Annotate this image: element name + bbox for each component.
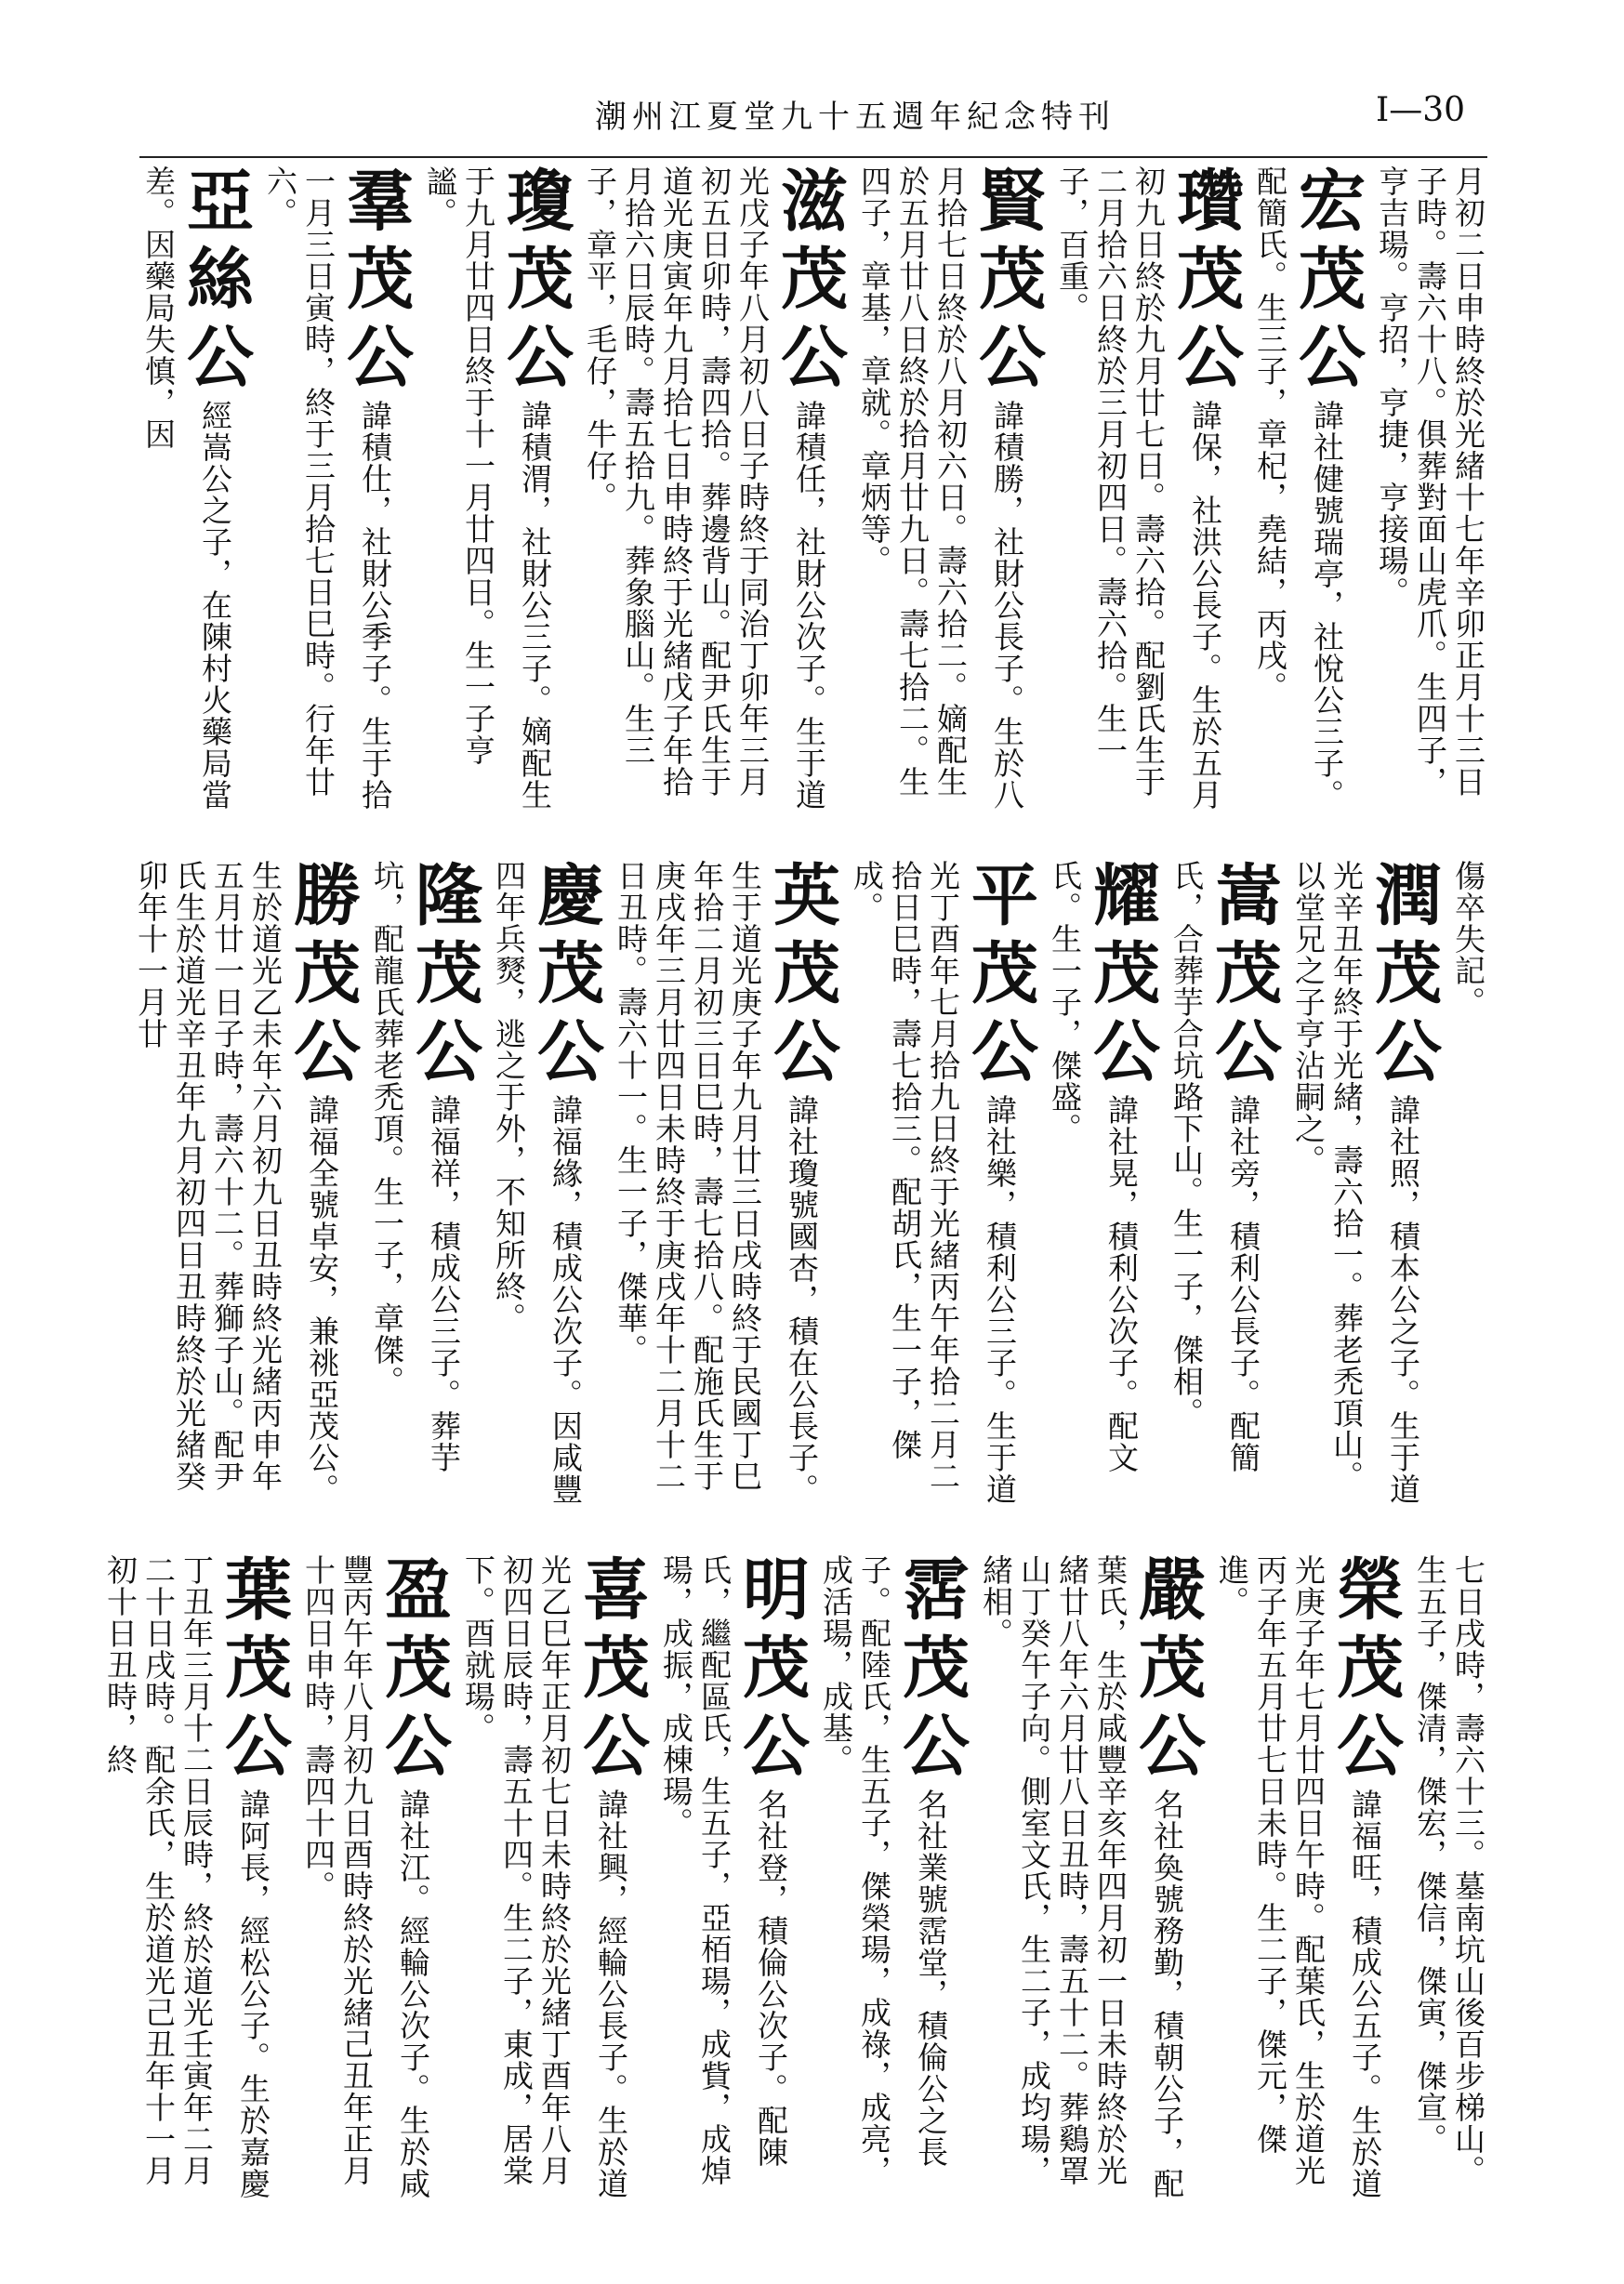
entry-genealogy [612, 860, 841, 1511]
entry-name: 隆茂公 [404, 860, 483, 1094]
entry-name: 慶茂公 [526, 860, 605, 1094]
entry-name: 瓊茂公 [495, 165, 574, 400]
entry-continuation: 傷卒失記。 [1450, 860, 1486, 1018]
text-band-3 [102, 1554, 1487, 2205]
entry-name: 嚴茂公 [1128, 1554, 1207, 1789]
header-rule [139, 156, 1487, 158]
entry-text: 諱社瓊號國杏，積在公長子。生于道光庚子年九月廿三日戌時終于民國丁巳年拾二月初三日巳時，壽七拾八。配施氏生于庚戌年三月廿四日未時終于庚戌年十二月十二日丑時。壽六十一。生一子，傑華。 [613, 860, 820, 1505]
entry-text: 諱社興，經輪公長子。生於道光乙巳年正月初七日未時終於光緒丁酉年八月初四日辰時，壽五十四。生二子，東成，居棠下。酉就瑒。 [460, 1554, 629, 2199]
entry-name: 瓚茂公 [1166, 165, 1245, 400]
entry-genealogy [848, 860, 1039, 1511]
entry-text: 諱保，社洪公長子。生於五月初九日終於九月廿七日。壽六拾。配劉氏生于二月拾六日終於三月初四日。壽六拾。生一子，百重。 [1054, 165, 1223, 811]
entry-text: 名社業號霑堂，積倫公之長子。配陸氏，生五子，傑榮瑒，成祿，成亮，成活瑒，成基。 [818, 1554, 949, 2186]
entry-genealogy [1251, 165, 1367, 816]
entry-genealogy [490, 860, 605, 1511]
text-band-1 [139, 165, 1487, 816]
entry-text: 諱社照，積本公之子。生于道光辛丑年終于光緒，壽六拾一。葬老禿頂山。以堂兄之子亨沾嗣之。 [1290, 860, 1421, 1505]
page-title: 潮州江夏堂九十五週年紀念特刊 [595, 99, 1116, 136]
entry-genealogy [855, 165, 1047, 816]
entry-text: 名社登，積倫公次子。配陳氏，繼配區氏，生五子，亞栢瑒，成貲，成焯瑒，成振，成棟瑒。 [658, 1554, 789, 2186]
entry-text: 諱福旺，積成公五子。生於道光庚子年七月廿四日午時。配葉氏，生於道光丙子年五月廿七日未時。生二子，傑元，傑進。 [1214, 1554, 1383, 2199]
entry-name: 耀茂公 [1082, 860, 1161, 1094]
entry-continuation: 月初二日申時終於光緒十七年辛卯正月十三日子時。壽六十八。俱葬對面山虎爪。生四子，亨吉瑒。亨招，亨捷，亨接瑒。 [1374, 165, 1486, 798]
entry-genealogy [459, 1554, 651, 2205]
entry-name: 宏茂公 [1287, 165, 1367, 400]
entry-name: 盈茂公 [374, 1554, 453, 1789]
entry-text: 諱社樂，積利公三子。生于道光丁酉年七月拾九日終于光緒丙午年拾二月二拾日巳時，壽七拾三。配胡氏，生一子，傑成。 [849, 860, 1018, 1505]
entry-text: 諱積任，社財公次子。生于道光戊子年八月初八日子時終于同治丁卯年三月初五日卯時，壽四拾。葬邊背山。配尹氏生于道光庚寅年九月拾七日申時終于光緒戊子年拾月拾六日辰時。壽五拾九。葬象腦山。生三子，章平，毛仔，牛仔。 [582, 165, 827, 811]
entry-name: 勝茂公 [283, 860, 362, 1094]
entry-text: 諱社江。經輪公次子。生於咸豐丙午年八月初九日酉時終於光緒己丑年正月十四日申時，壽四十四。 [300, 1554, 431, 2199]
entry-genealogy [1046, 860, 1161, 1511]
entry-text: 諱積仕，社財公季子。生于拾一月三日寅時，終于三月拾七日巳時。行年廿六。 [262, 165, 393, 811]
entry-name: 亞絲公 [176, 165, 255, 400]
entry-text: 諱積勝，社財公長子。生於八月拾七日終於八月初六日。壽六拾二。嫡配生於五月廿八日終於拾月廿九日。壽七拾二。生四子，章基，章就。章炳等。 [856, 165, 1025, 811]
entry-text: 諱福緣，積成公次子。因咸豐四年兵燹，逃之于外，不知所終。 [491, 860, 584, 1505]
entry-name: 潤茂公 [1364, 860, 1443, 1094]
entry-name: 平茂公 [960, 860, 1039, 1094]
entry-genealogy [1168, 860, 1283, 1511]
entry-genealogy [581, 165, 849, 816]
entry-name: 葉茂公 [214, 1554, 293, 1789]
text-band-2 [133, 860, 1487, 1511]
entry-name: 霑茂公 [891, 1554, 970, 1789]
entry-genealogy [368, 860, 481, 1511]
entry-genealogy [132, 860, 362, 1511]
entry-text: 諱福全號卓安，兼祧亞茂公。生於道光乙未年六月初九日丑時終光緒丙申年五月廿一日子時，壽六十二。葬獅子山。配尹氏生於道光辛丑年九月初四日丑時終於光緒癸卯年十一月廿 [133, 860, 340, 1505]
entry-text: 經嵩公之子，在陳村火藥局當差。因藥局失慎，因 [140, 165, 233, 811]
entry-genealogy [1053, 165, 1245, 816]
entry-genealogy [299, 1554, 453, 2205]
entry-text: 諱社旁，積利公長子。配簡氏，合葬芋合坑路下山。生一子，傑相。 [1168, 860, 1261, 1473]
entry-name: 英茂公 [762, 860, 841, 1094]
entry-genealogy [1289, 860, 1443, 1511]
entry-name: 滋茂公 [770, 165, 849, 400]
entry-name: 榮茂公 [1326, 1554, 1405, 1789]
entry-text: 諱阿長，經松公子。生於嘉慶丁丑年三月十二日辰時，終於道光壬寅年二月二十日戌時。配余氏，生於道光己丑年十一月初十日丑時，終 [102, 1554, 271, 2199]
entry-name: 羣茂公 [336, 165, 415, 400]
entry-name: 賢茂公 [968, 165, 1047, 400]
page-header [0, 91, 1624, 147]
page-number: I—30 [1376, 91, 1466, 129]
entry-genealogy [261, 165, 415, 816]
entry-text: 諱社晃，積利公次子。配文氏。生一子，傑盛。 [1047, 860, 1140, 1473]
entry-genealogy [421, 165, 572, 816]
entry-name: 喜茂公 [572, 1554, 651, 1789]
entry-name: 明茂公 [732, 1554, 811, 1789]
entry-genealogy [101, 1554, 293, 2205]
entry-genealogy [977, 1554, 1207, 2205]
entry-genealogy [1213, 1554, 1405, 2205]
entry-text: 名社奐號務勤，積朝公子，配葉氏，生於咸豐辛亥年四月初一日未時終於光緒廿八年六月廿八日丑時，壽五十二。葬鷄罩山丁癸午子向。側室文氏，生二子，成均瑒，緒相。 [978, 1554, 1185, 2199]
entry-genealogy [817, 1554, 968, 2205]
entry-text: 諱積渭，社財公三子。嫡配生于九月廿四日終于十一月廿四日。生一子亨謐。 [422, 165, 553, 811]
entry-text: 諱社健號瑞亭，社悅公三子。配簡氏。生三子，章杞，堯結，丙戌。 [1252, 165, 1345, 811]
entry-continuation: 七日戌時，壽六十三。墓南坑山後百步梯山。生五子，傑清，傑宏，傑信，傑寅，傑宣。 [1412, 1554, 1486, 2186]
entry-genealogy [657, 1554, 811, 2205]
entry-genealogy [139, 165, 255, 816]
entry-name: 嵩茂公 [1204, 860, 1283, 1094]
entry-text: 諱福祥，積成公三子。葬芋坑，配龍氏葬老禿頂。生一子，章傑。 [369, 860, 462, 1473]
